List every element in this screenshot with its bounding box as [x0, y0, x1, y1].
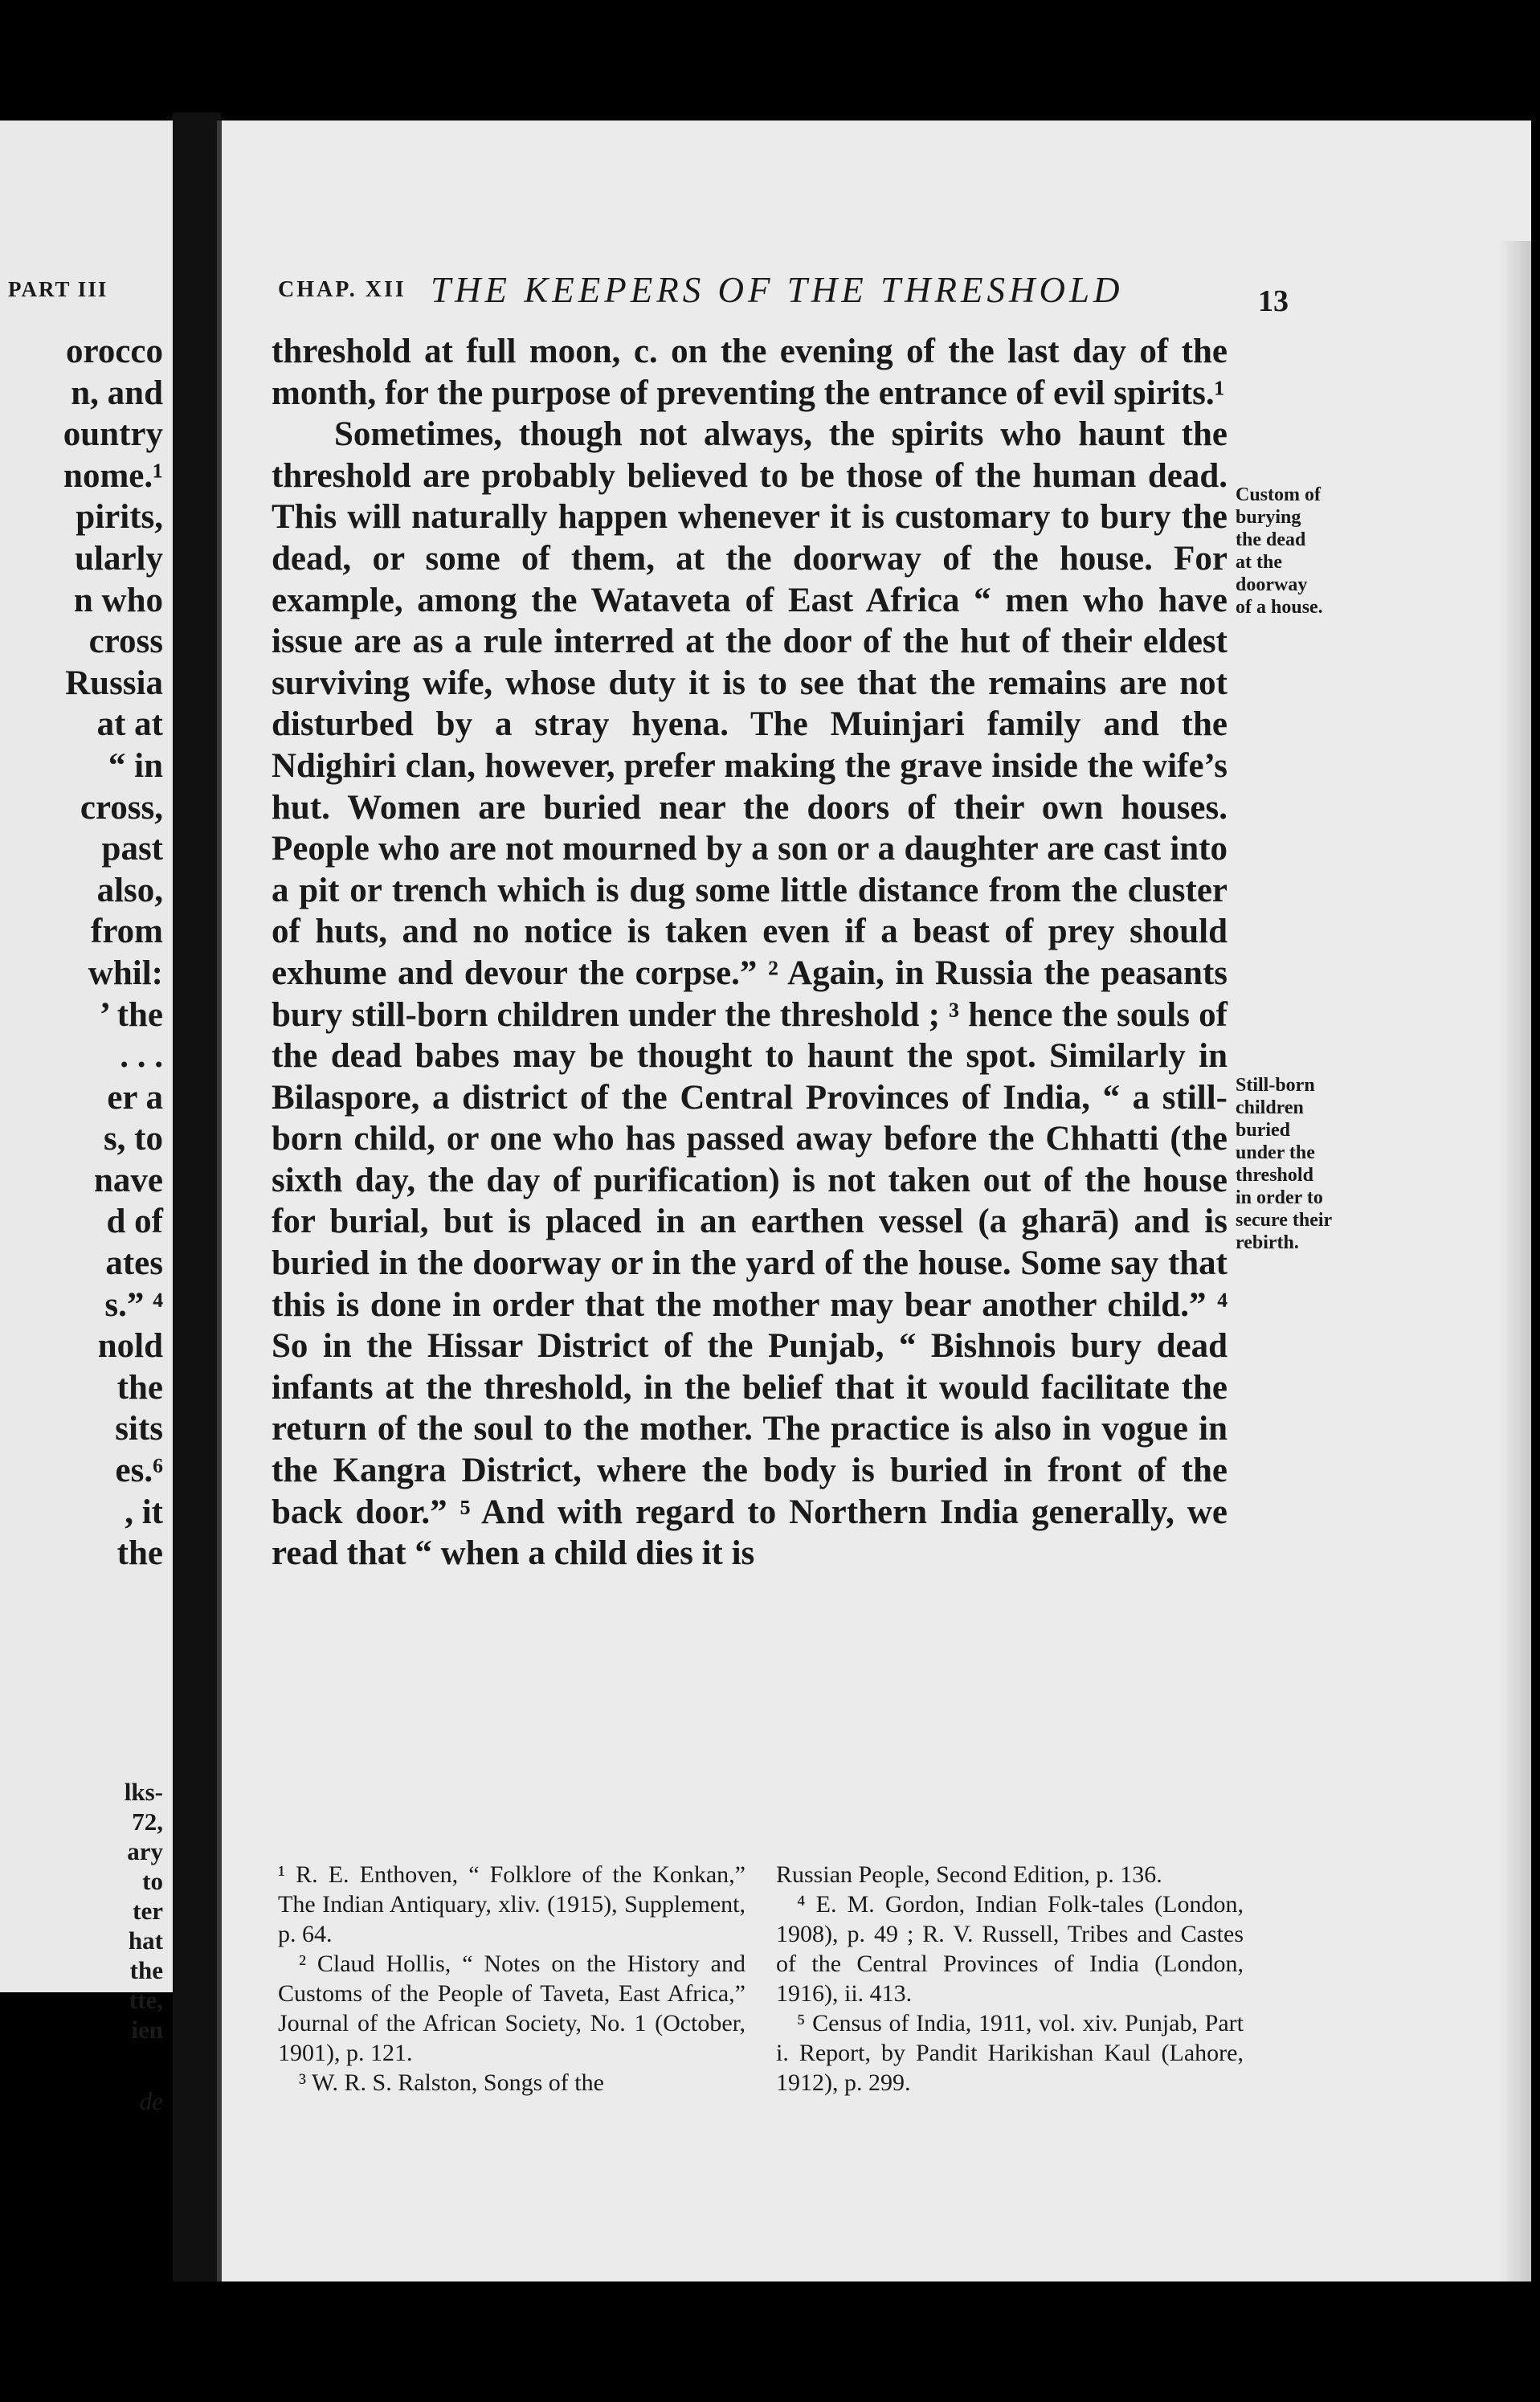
left-text-line: at at: [96, 705, 163, 744]
left-text-line: ularly: [75, 539, 163, 578]
footnote: ¹ R. E. Enthoven, “ Folklore of the Konkan,” The Indian Antiquary, xliv. (1915), Supplement, p. 64.: [278, 1861, 745, 1947]
left-text-line: nome.¹: [63, 456, 163, 495]
left-text-line: nave: [94, 1161, 163, 1199]
footnote: ⁵ Census of India, 1911, vol. xiv. Punjab, Part i. Report, by Pandit Harikishan Kaul (Lahore, 1912), p. 299.: [776, 2010, 1244, 2096]
left-footnote-line: ien: [131, 2016, 163, 2044]
left-text-line: cross: [88, 623, 163, 661]
margin-note-line: secure their: [1236, 1210, 1333, 1231]
left-text-line: er a: [107, 1078, 163, 1117]
left-footnote-line: ter: [133, 1897, 163, 1925]
left-page: [0, 121, 173, 2115]
left-footnote-line: 72,: [132, 1808, 163, 1836]
footnote: ³ W. R. S. Ralston, Songs of the: [299, 2069, 604, 2096]
left-text-line: “ in: [108, 746, 163, 785]
chapter-label: CHAP. XII: [278, 277, 406, 302]
margin-note-line: burying: [1236, 507, 1301, 528]
margin-note-line: rebirth.: [1236, 1232, 1299, 1253]
margin-note-line: buried: [1236, 1120, 1291, 1141]
footnote: Russian People, Second Edition, p. 136.: [776, 1861, 1162, 1888]
margin-note-line: under the: [1236, 1142, 1315, 1163]
footnotes-right-column: [776, 1860, 1244, 2098]
left-text-line: the: [116, 1534, 163, 1573]
left-page-footnotes: [125, 1777, 163, 2045]
left-text-line: orocco: [66, 333, 163, 370]
page-number: 13: [1258, 284, 1289, 318]
margin-note-line: doorway: [1236, 574, 1308, 595]
left-text-line: the: [116, 1368, 163, 1407]
body-text: [272, 331, 1228, 1575]
margin-note-line: children: [1236, 1097, 1304, 1118]
margin-note-line: Custom of: [1236, 484, 1321, 505]
page-edge-shadow: [1499, 241, 1531, 2402]
left-text-line: from: [91, 913, 163, 951]
left-footnote-line: to: [142, 1867, 163, 1895]
left-footnote-line: tte,: [129, 1986, 163, 2014]
left-text-line: pirits,: [76, 498, 163, 537]
left-text-line: n, and: [71, 374, 163, 412]
left-text-line: ountry: [63, 415, 163, 454]
left-text-line: cross,: [80, 788, 163, 827]
left-text-line: nold: [97, 1327, 163, 1366]
left-page-text: [63, 331, 163, 1575]
margin-note-line: of a house.: [1236, 597, 1323, 618]
left-text-line: also,: [96, 871, 163, 909]
margin-note-line: in order to: [1236, 1187, 1323, 1208]
left-text-line: Russia: [65, 664, 163, 702]
footnote: ⁴ E. M. Gordon, Indian Folk-tales (London, 1908), p. 49 ; R. V. Russell, Tribes and Castes of the Central Provinces of India (London, 1916), ii. 413.: [776, 1891, 1244, 2007]
left-footnote-line: lks-: [124, 1778, 163, 1806]
left-text-line: s.” ⁴: [104, 1285, 163, 1324]
left-text-line: sits: [115, 1410, 163, 1448]
book-gutter: [173, 112, 221, 2281]
margin-note-line: at the: [1236, 552, 1282, 573]
margin-note-custom: [1236, 484, 1323, 619]
margin-note-stillborn: [1236, 1074, 1332, 1254]
left-footnote-line: hat: [128, 1926, 163, 1955]
footnote: ² Claud Hollis, “ Notes on the History and Customs of the People of Taveta, East Africa,” Journal of the African Society, No. 1 (October, 1901), p. 121.: [278, 1951, 745, 2066]
left-text-line: . . .: [120, 1037, 163, 1076]
running-header: [278, 270, 1443, 318]
left-running-header: PART III: [8, 277, 108, 301]
left-page-footnote-end: de: [139, 2087, 163, 2115]
margin-note-line: threshold: [1236, 1165, 1313, 1186]
paragraph-1: threshold at full moon, c. on the evening of the last day of the month, for the purpose of preventing the entrance of evil spirits.¹: [272, 333, 1228, 412]
left-footnote-line: ary: [127, 1837, 163, 1865]
left-text-line: d of: [106, 1203, 163, 1241]
left-text-line: ’ the: [99, 995, 163, 1034]
left-text-line: whil:: [88, 954, 163, 992]
footnotes-left-column: [278, 1860, 745, 2098]
left-text-line: , it: [125, 1493, 163, 1531]
left-footnote-line: the: [129, 1956, 163, 1984]
left-text-line: s, to: [103, 1120, 163, 1158]
left-text-line: n who: [73, 581, 163, 619]
right-page: [217, 121, 1531, 2281]
left-text-line: past: [101, 830, 163, 868]
margin-note-line: Still-born: [1236, 1075, 1315, 1096]
left-text-line: ates: [105, 1244, 163, 1283]
running-title: THE KEEPERS OF THE THRESHOLD: [431, 270, 1124, 310]
paragraph-2: Sometimes, though not always, the spirits who haunt the threshold are probably believed to be those of the human dead. This will naturally happen whenever it is customary to bury the dead, or some of them, at the doorway of the house. For example, among the Wataveta of East Africa “ men who have issue are as a rule interred at the door of the hut of their eldest surviving wife, whose duty it is to see that the remains are not disturbed by a stray hyena. The Muinjari family and the Ndighiri clan, however, prefer making the grave inside the wife’s hut. Women are buried near the doors of their own houses. People who are not mourned by a son or a daughter are cast into a pit or trench which is dug some little distance from the cluster of huts, and no notice is taken even if a beast of prey should exhume and devour the corpse.” ² Again, in Russia the peasants bury still-born children under the threshold ; ³ hence the souls of the dead babes may be thought to haunt the spot. Similarly in Bilaspore, a district of the Central Provinces of India, “ a still-born child, or one who has passed away before the Chhatti (the sixth day, the day of purification) is not taken out of the house for burial, but is placed in an earthen vessel (a gharā) and is buried in the doorway or in the yard of the house. Some say that this is done in order that the mother may bear another child.” ⁴ So in the Hissar District of the Punjab, “ Bishnois bury dead infants at the threshold, in the belief that it would facilitate the return of the soul to the mother. The practice is also in vogue in the Kangra District, where the body is buried in front of the back door.” ⁵ And with regard to Northern India generally, we read that “ when a child dies it is: [272, 415, 1228, 1573]
margin-note-line: the dead: [1236, 529, 1306, 550]
left-text-line: es.⁶: [115, 1452, 163, 1490]
